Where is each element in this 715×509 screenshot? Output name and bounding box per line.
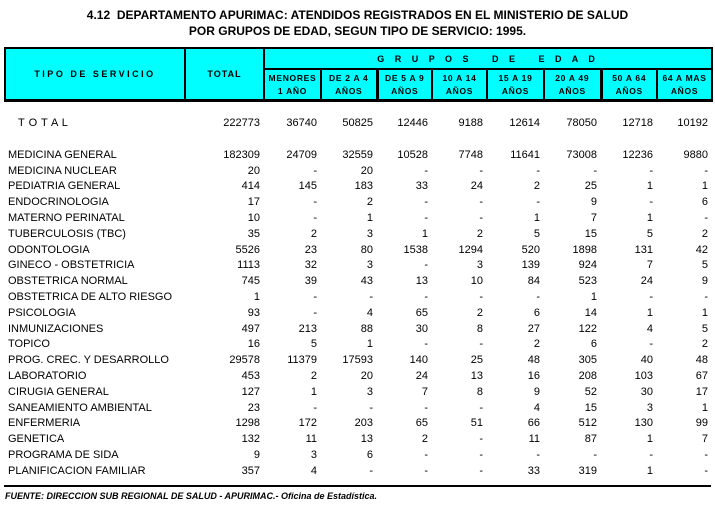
table-row [4, 227, 711, 243]
value-cell: 122 [578, 322, 597, 335]
value-cell: - [479, 211, 483, 224]
value-cell: 24 [640, 275, 653, 288]
value-cell: 512 [578, 417, 597, 430]
table-row [4, 448, 711, 464]
value-cell: 11641 [510, 148, 540, 161]
value-cell: 1 [590, 290, 597, 303]
value-cell: 48 [527, 354, 540, 367]
age-label-line2: AÑOS [670, 85, 699, 96]
value-cell: 2 [476, 306, 483, 319]
value-cell: 13 [470, 369, 483, 382]
value-cell: 93 [247, 306, 260, 319]
service-cell: PROG. CREC. Y DESARROLLO [8, 354, 169, 367]
value-cell: 17 [247, 196, 260, 209]
source-note: FUENTE: DIRECCION SUB REGIONAL DE SALUD - APURIMAC.- Oficina de Estadística. [5, 490, 378, 501]
value-cell: 139 [521, 259, 540, 272]
service-cell: GENETICA [8, 433, 65, 446]
value-cell: 8 [476, 385, 483, 398]
value-cell: 357 [241, 464, 260, 477]
value-cell: 305 [578, 354, 597, 367]
value-cell: 36740 [286, 117, 317, 129]
value-cell: 24 [470, 180, 483, 193]
value-cell: 88 [360, 322, 373, 335]
table-row [4, 274, 711, 290]
value-cell: 130 [634, 417, 653, 430]
value-cell: 1 [421, 227, 428, 240]
value-cell: 12446 [397, 117, 428, 129]
value-cell: - [424, 338, 428, 351]
value-cell: 73008 [566, 148, 597, 161]
value-cell: 182309 [223, 148, 260, 161]
value-cell: 2 [476, 227, 483, 240]
table-row [4, 337, 711, 353]
value-cell: 5 [310, 338, 317, 351]
value-cell: 1 [646, 464, 653, 477]
age-label-line1: 50 A 64 [612, 72, 647, 83]
value-cell: 11 [305, 433, 317, 446]
value-cell: 87 [584, 433, 597, 446]
value-cell: - [369, 290, 373, 303]
value-cell: - [479, 401, 483, 414]
value-cell: 32559 [342, 148, 373, 161]
value-cell: 745 [241, 275, 260, 288]
value-cell: 6 [701, 196, 708, 209]
table-row [4, 164, 711, 180]
service-cell: MEDICINA GENERAL [8, 148, 117, 161]
age-label-line2: AÑOS [501, 85, 530, 96]
value-cell: 319 [578, 464, 597, 477]
value-cell: - [479, 448, 483, 461]
value-cell: - [536, 196, 540, 209]
value-cell: 1898 [572, 243, 597, 256]
value-cell: - [704, 164, 708, 177]
value-cell: 1 [646, 306, 653, 319]
value-cell: - [479, 464, 483, 477]
value-cell: 65 [415, 306, 428, 319]
value-cell: 30 [640, 385, 653, 398]
service-cell: ODONTOLOGIA [8, 243, 90, 256]
value-cell: 1113 [237, 259, 260, 272]
value-cell: - [536, 164, 540, 177]
bottom-rule [4, 485, 711, 487]
table-row [4, 195, 711, 211]
service-cell: PROGRAMA DE SIDA [8, 448, 119, 461]
value-cell: 84 [527, 275, 540, 288]
table-row [4, 353, 711, 369]
value-cell: 6 [533, 306, 540, 319]
value-cell: 4 [533, 401, 540, 414]
value-cell: - [424, 164, 428, 177]
col-header-15-a-19 [487, 69, 544, 101]
value-cell: 172 [298, 417, 317, 430]
age-label-line2: 1 AÑO [277, 85, 308, 96]
value-cell: 7 [701, 433, 708, 446]
value-cell: 1 [310, 385, 317, 398]
value-cell: 208 [578, 369, 597, 382]
value-cell: 3 [310, 448, 317, 461]
value-cell: 10 [247, 211, 260, 224]
value-cell: - [313, 164, 317, 177]
value-cell: 12614 [509, 117, 540, 129]
value-cell: - [479, 164, 483, 177]
page-title [0, 0, 715, 39]
value-cell: - [479, 290, 483, 303]
service-cell: MEDICINA NUCLEAR [8, 164, 117, 177]
value-cell: 99 [695, 417, 708, 430]
service-cell: TOPICO [8, 338, 50, 351]
col-header-64-a-mas [657, 69, 712, 101]
value-cell: 20 [360, 369, 373, 382]
value-cell: 9188 [458, 117, 483, 129]
age-label-line1: DE 5 A 9 [385, 72, 425, 83]
value-cell: 51 [470, 417, 483, 430]
value-cell: 78050 [566, 117, 597, 129]
service-cell: TUBERCULOSIS (TBC) [8, 227, 126, 240]
value-cell: 2 [310, 227, 317, 240]
value-cell: 17593 [342, 354, 373, 367]
value-cell: 8 [476, 322, 483, 335]
value-cell: 3 [646, 401, 653, 414]
table-row [4, 211, 711, 227]
value-cell: 9 [701, 275, 708, 288]
value-cell: 2 [701, 338, 708, 351]
value-cell: - [704, 448, 708, 461]
service-cell: MATERNO PERINATAL [8, 211, 125, 224]
service-cell: ENFERMERIA [8, 417, 81, 430]
value-cell: 924 [578, 259, 597, 272]
value-cell: 20 [360, 164, 373, 177]
value-cell: 42 [695, 243, 708, 256]
table-row [4, 464, 711, 480]
col-header-20-a-49 [544, 69, 601, 101]
value-cell: 2 [366, 196, 373, 209]
value-cell: - [593, 164, 597, 177]
value-cell: - [424, 290, 428, 303]
value-cell: 2 [701, 227, 708, 240]
value-cell: - [479, 196, 483, 209]
table-row [4, 258, 711, 274]
value-cell: - [704, 464, 708, 477]
value-cell: 1 [646, 180, 653, 193]
value-cell: 2 [310, 369, 317, 382]
value-cell: 10192 [677, 117, 708, 129]
service-cell: LABORATORIO [8, 369, 87, 382]
value-cell: - [313, 290, 317, 303]
value-cell: 1 [533, 211, 540, 224]
page-title-line1: 4.12 DEPARTAMENTO APURIMAC: ATENDIDOS REGISTRADOS EN EL MINISTERIO DE SALUD [86, 8, 629, 22]
value-cell: 183 [354, 180, 373, 193]
value-cell: 4 [366, 306, 373, 319]
age-label-line1: DE 2 A 4 [329, 72, 369, 83]
value-cell: 80 [360, 243, 373, 256]
value-cell: 1 [701, 306, 708, 319]
age-label-line1: 10 A 14 [442, 72, 477, 83]
value-cell: 12236 [622, 148, 653, 161]
table-row [4, 385, 711, 401]
age-label-line1: 15 A 19 [498, 72, 533, 83]
value-cell: 15 [584, 401, 597, 414]
value-cell: 65 [415, 417, 428, 430]
col-header-total: TOTAL [185, 48, 264, 101]
value-cell: - [313, 306, 317, 319]
value-cell: - [536, 290, 540, 303]
age-label-line2: AÑOS [558, 85, 586, 96]
value-cell: 5 [646, 227, 653, 240]
value-cell: 140 [409, 354, 428, 367]
value-cell: 7 [646, 259, 653, 272]
value-cell: 2 [421, 433, 428, 446]
value-cell: - [313, 401, 317, 414]
age-label-line1: 20 A 49 [555, 72, 590, 83]
col-header-50-a-64 [601, 69, 657, 101]
value-cell: 1 [701, 180, 708, 193]
value-cell: 24709 [286, 148, 317, 161]
service-cell: PLANIFICACION FAMILIAR [8, 464, 146, 477]
service-cell: SANEAMIENTO AMBIENTAL [8, 401, 152, 414]
table-row [4, 322, 711, 338]
service-cell: PEDIATRIA GENERAL [8, 180, 121, 193]
value-cell: 520 [521, 243, 540, 256]
value-cell: - [424, 464, 428, 477]
value-cell: 1294 [458, 243, 483, 256]
total-row [4, 102, 711, 148]
value-cell: 67 [695, 369, 708, 382]
value-cell: 14 [584, 306, 597, 319]
value-cell: 9 [253, 448, 260, 461]
value-cell: 222773 [223, 117, 260, 129]
value-cell: 25 [584, 180, 597, 193]
value-cell: 24 [415, 369, 428, 382]
value-cell: - [536, 448, 540, 461]
value-cell: 10 [470, 275, 483, 288]
table-row [4, 306, 711, 322]
value-cell: 52 [584, 385, 597, 398]
value-cell: 523 [578, 275, 597, 288]
value-cell: 4 [310, 464, 317, 477]
value-cell: 453 [241, 369, 260, 382]
value-cell: 1 [366, 338, 373, 351]
value-cell: 13 [360, 433, 373, 446]
value-cell: - [479, 433, 483, 446]
value-cell: - [649, 448, 653, 461]
value-cell: 11379 [287, 354, 317, 367]
value-cell: - [704, 211, 708, 224]
table-row [4, 179, 711, 195]
col-header-grupos-de-edad: G R U P O S D E E D A D [264, 48, 712, 69]
value-cell: 39 [304, 275, 317, 288]
service-cell: OBSTETRICA DE ALTO RIESGO [8, 290, 173, 303]
value-cell: 1 [701, 401, 708, 414]
value-cell: 17 [695, 385, 708, 398]
value-cell: 23 [304, 243, 317, 256]
value-cell: - [424, 448, 428, 461]
value-cell: 50825 [342, 117, 373, 129]
value-cell: - [649, 290, 653, 303]
age-label-line2: AÑOS [391, 85, 419, 96]
table-row [4, 432, 711, 448]
value-cell: 6 [590, 338, 597, 351]
value-cell: 1 [646, 211, 653, 224]
value-cell: 127 [241, 385, 260, 398]
value-cell: 5526 [235, 243, 260, 256]
value-cell: - [649, 196, 653, 209]
value-cell: 1538 [403, 243, 428, 256]
service-cell: INMUNIZACIONES [8, 322, 104, 335]
value-cell: 7 [421, 385, 428, 398]
value-cell: 32 [304, 259, 317, 272]
value-cell: 33 [415, 180, 428, 193]
value-cell: - [369, 401, 373, 414]
value-cell: - [369, 464, 373, 477]
value-cell: 3 [366, 227, 373, 240]
value-cell: 27 [527, 322, 540, 335]
value-cell: 33 [527, 464, 540, 477]
value-cell: - [424, 211, 428, 224]
value-cell: - [424, 401, 428, 414]
value-cell: 103 [634, 369, 653, 382]
col-header-tipo-de-servicio: TIPO DE SERVICIO [5, 48, 185, 101]
col-header-de-5-a-9 [377, 69, 432, 101]
age-label-line2: AÑOS [615, 85, 643, 96]
value-cell: - [313, 211, 317, 224]
value-cell: - [593, 448, 597, 461]
value-cell: - [424, 196, 428, 209]
value-cell: 497 [241, 322, 260, 335]
value-cell: 7 [590, 211, 597, 224]
value-cell: 30 [415, 322, 428, 335]
value-cell: 213 [298, 322, 317, 335]
value-cell: 3 [366, 385, 373, 398]
value-cell: 15 [584, 227, 597, 240]
col-header-10-a-14 [432, 69, 487, 101]
service-cell: ENDOCRINOLOGIA [8, 196, 109, 209]
value-cell: 10528 [397, 148, 428, 161]
value-cell: 20 [247, 164, 260, 177]
age-label-line1: MENORES [268, 72, 317, 83]
table-row [4, 401, 711, 417]
table-body [4, 102, 711, 480]
age-label-line2: AÑOS [335, 85, 363, 96]
value-cell: 4 [646, 322, 653, 335]
value-cell: 5 [701, 322, 708, 335]
value-cell: 9 [590, 196, 597, 209]
value-cell: 1 [253, 290, 260, 303]
value-cell: 29578 [229, 354, 260, 367]
value-cell: 1 [646, 433, 653, 446]
value-cell: - [649, 338, 653, 351]
page-title-line2: POR GRUPOS DE EDAD, SEGUN TIPO DE SERVICIO: 1995. [188, 24, 527, 38]
service-cell: T O T A L [18, 117, 69, 129]
age-label-line1: 64 A MAS [662, 72, 707, 83]
table-row [4, 290, 711, 306]
table-row [4, 148, 711, 164]
value-cell: 23 [247, 401, 260, 414]
value-cell: 414 [241, 180, 260, 193]
value-cell: 5 [533, 227, 540, 240]
value-cell: 13 [415, 275, 428, 288]
table-row [4, 416, 711, 432]
service-cell: GINECO - OBSTETRICIA [8, 259, 135, 272]
value-cell: 9 [533, 385, 540, 398]
age-label-line2: AÑOS [445, 85, 474, 96]
value-cell: 5 [701, 259, 708, 272]
value-cell: 16 [527, 369, 540, 382]
value-cell: 9880 [683, 148, 708, 161]
value-cell: 7748 [458, 148, 483, 161]
col-header-de-2-a-4 [321, 69, 377, 101]
value-cell: 1 [366, 211, 373, 224]
value-cell: 25 [470, 354, 483, 367]
value-cell: 3 [366, 259, 373, 272]
value-cell: - [313, 196, 317, 209]
value-cell: - [479, 338, 483, 351]
col-header-menores [264, 69, 321, 101]
table-row [4, 369, 711, 385]
table-row [4, 243, 711, 259]
value-cell: 203 [354, 417, 373, 430]
value-cell: 48 [695, 354, 708, 367]
value-cell: 16 [247, 338, 260, 351]
value-cell: 12718 [622, 117, 653, 129]
value-cell: 132 [241, 433, 260, 446]
value-cell: 2 [533, 338, 540, 351]
value-cell: 1298 [235, 417, 260, 430]
service-cell: PSICOLOGIA [8, 306, 76, 319]
value-cell: - [704, 290, 708, 303]
value-cell: 40 [640, 354, 653, 367]
table-header [4, 47, 713, 102]
value-cell: 3 [476, 259, 483, 272]
value-cell: 66 [527, 417, 540, 430]
value-cell: 43 [360, 275, 373, 288]
value-cell: 11 [528, 433, 540, 446]
value-cell: 145 [298, 180, 317, 193]
value-cell: 131 [634, 243, 653, 256]
service-cell: OBSTETRICA NORMAL [8, 275, 128, 288]
service-cell: CIRUGIA GENERAL [8, 385, 109, 398]
value-cell: 35 [247, 227, 260, 240]
value-cell: 6 [366, 448, 373, 461]
value-cell: 2 [533, 180, 540, 193]
value-cell: - [649, 164, 653, 177]
value-cell: - [424, 259, 428, 272]
